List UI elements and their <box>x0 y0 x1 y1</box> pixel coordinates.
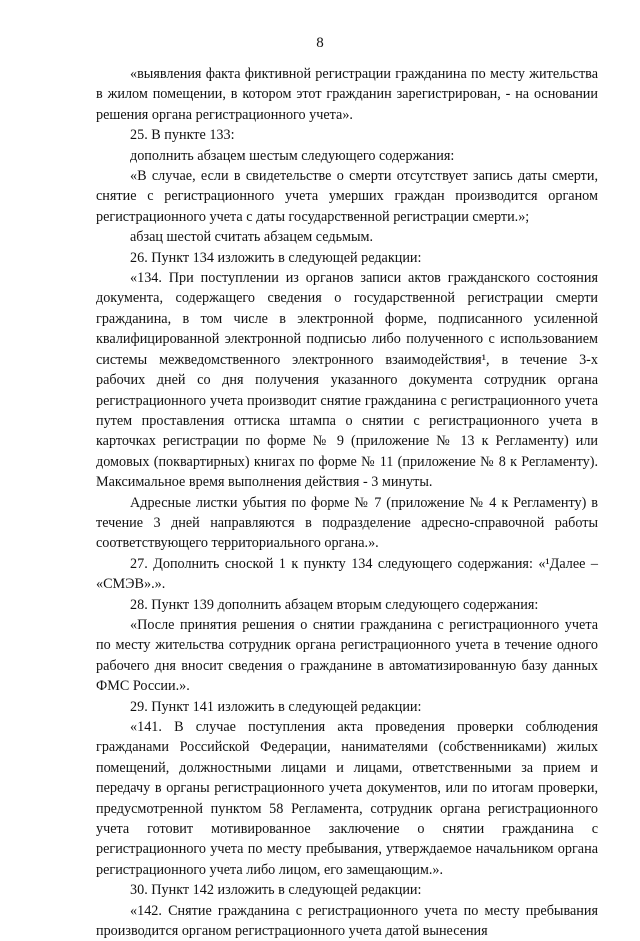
document-body <box>96 64 598 941</box>
paragraph: 28. Пункт 139 дополнить абзацем вторым следующего содержания: <box>130 596 539 613</box>
paragraph: 30. Пункт 142 изложить в следующей редакции: <box>130 882 422 899</box>
paragraph: 25. В пункте 133: <box>130 127 235 144</box>
paragraph: 27. Дополнить сноской 1 к пункту 134 следующего содержания: «¹Далее – «СМЭВ».». <box>96 555 598 593</box>
paragraph: «В случае, если в свидетельстве о смерти отсутствует запись даты смерти, снятие с регистрационного учета умерших граждан производится органом регистрационного учета с даты государственной регистрации смерти.»; <box>96 168 598 225</box>
page-number: 8 <box>316 35 324 51</box>
paragraph: 29. Пункт 141 изложить в следующей редакции: <box>130 698 422 715</box>
paragraph: «141. В случае поступления акта проведения проверки соблюдения гражданами Российской Федерации, нанимателями (собственниками) жилых помещений, должностными лицами и лицами, ответственными за прием и передачу в органы регистрационного учета документов, или по итогам проверки, предусмотренной пунктом 58 Регламента, сотрудник органа регистрационного учета готовит мотивированное заключение о снятии гражданина с регистрационного учета по месту пребывания, утверждаемое начальником органа регистрационного учета либо лицом, его замещающим.». <box>96 719 598 878</box>
paragraph: 26. Пункт 134 изложить в следующей редакции: <box>130 249 422 266</box>
paragraph: Адресные листки убытия по форме № 7 (приложение № 4 к Регламенту) в течение 3 дней направляются в подразделение адресно-справочной работы соответствующего территориального органа.». <box>96 494 598 552</box>
paragraph: абзац шестой считать абзацем седьмым. <box>130 229 374 246</box>
paragraph: «142. Снятие гражданина с регистрационного учета по месту пребывания производится органом регистрационного учета датой вынесения <box>96 902 598 940</box>
paragraph: дополнить абзацем шестым следующего содержания: <box>130 147 455 164</box>
paragraph: «После принятия решения о снятии гражданина с регистрационного учета по месту жительства сотрудник органа регистрационного учета в течение одного рабочего дня вносит сведения о гражданине в автоматизированную базу данных ФМС России.». <box>96 616 598 695</box>
paragraph: «134. При поступлении из органов записи актов гражданского состояния документа, содержащего сведения о государственной регистрации смерти гражданина, в том числе в электронной форме, подписанного усиленной квалифицированной электронной подписью либо полученного с использованием системы межведомственного электронного взаимодействия¹, в течение 3-х рабочих дней со дня получения указанного документа сотрудник органа регистрационного учета производит снятие гражданина с регистрационного учета путем проставления оттиска штампа о снятии с регистрационного учета в карточках регистрации по форме № 9 (приложение № 13 к Регламенту) или домовых (поквартирных) книгах по форме № 11 (приложение № 8 к Регламенту). Максимальное время выполнения действия - 3 минуты. <box>96 270 598 491</box>
paragraph: «выявления факта фиктивной регистрации гражданина по месту жительства в жилом помещении, в котором этот гражданин зарегистрирован, - на основании решения органа регистрационного учета». <box>96 66 598 123</box>
